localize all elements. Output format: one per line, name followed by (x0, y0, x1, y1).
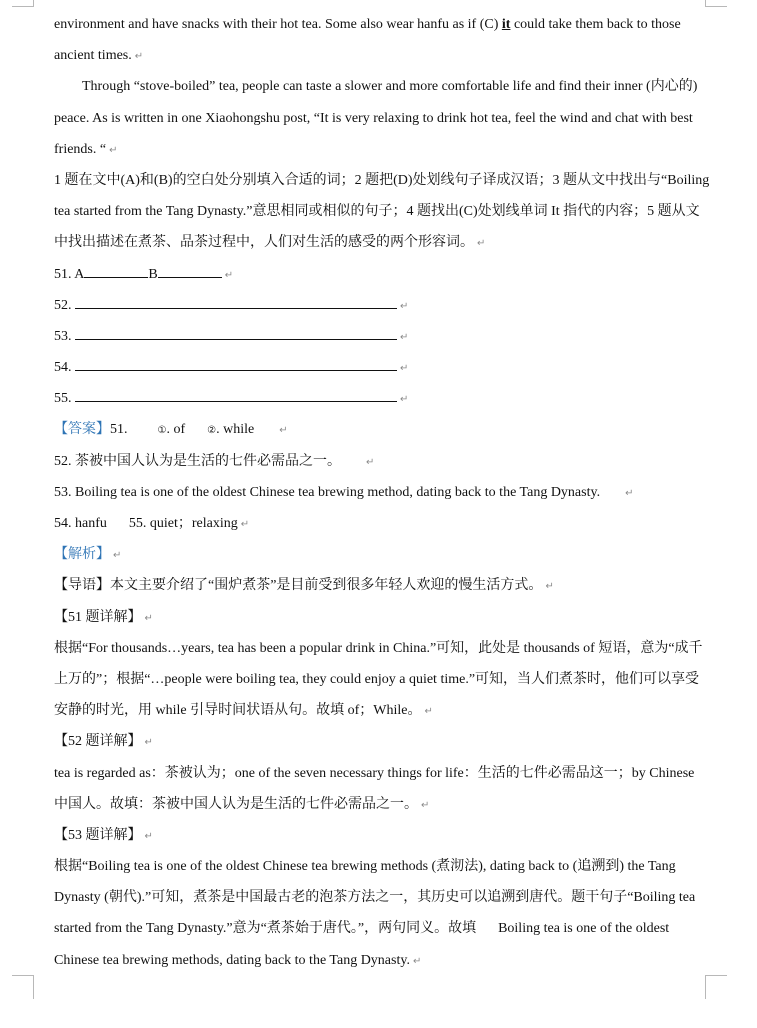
analysis-guide: 【导语】本文主要介绍了“围炉煮茶”是目前受到很多年轻人欢迎的慢生活方式。 ↵ (54, 578, 554, 594)
answer-blank-b[interactable] (158, 263, 222, 278)
paragraph-mark-icon: ↵ (545, 581, 554, 593)
answer-53: 53. Boiling tea is one of the oldest Chinese tea brewing method, dating back to the Tang Dynasty. ↵ (54, 484, 634, 500)
crop-mark (12, 6, 34, 7)
detail-line: 根据“For thousands…years, tea has been a popular drink in China.”可知，此处是 thousands of 短语，意为“成千 (54, 640, 703, 656)
answer-tag: 【答案】 (54, 422, 110, 438)
paragraph-mark-icon: ↵ (412, 955, 422, 967)
passage-line: environment and have snacks with their hot tea. Some also wear hanfu as if (C) it could take them back to those (54, 17, 681, 32)
paragraph-mark-icon: ↵ (134, 51, 144, 63)
detail-line: 中国人。故填：茶被中国人认为是生活的七件必需品之一。 ↵ (54, 796, 430, 812)
passage-line: peace. As is written in one Xiaohongshu post, “It is very relaxing to drink hot tea, feel the wind and chat with best (54, 110, 693, 126)
answer-line-53[interactable] (75, 325, 397, 340)
paragraph-mark-icon: ↵ (224, 269, 234, 281)
analysis-heading (54, 539, 704, 570)
question-55: 55. ↵ (54, 383, 704, 414)
paragraph-mark-icon: ↵ (400, 363, 409, 375)
instruction-line: 中找出描述在煮茶、品茶过程中，人们对生活的感受的两个形容词。 ↵ (54, 235, 486, 251)
detail-line: 根据“Boiling tea is one of the oldest Chinese tea brewing methods (煮沏法), dating back to (追溯到) the Tang (54, 859, 676, 875)
detail-line: 安静的时光，用 while 引导时间状语从句。故填 of；While。 ↵ (54, 703, 433, 719)
detail-heading-52: 【52 题详解】 ↵ (54, 734, 153, 750)
paragraph-mark-icon: ↵ (477, 238, 486, 250)
question-54: 54. ↵ (54, 352, 704, 383)
detail-line: tea is regarded as：茶被认为；one of the seven necessary things for life：生活的七件必需品这一；by Chinese (54, 765, 695, 781)
paragraph-mark-icon: ↵ (109, 144, 118, 156)
paragraph-mark-icon: ↵ (400, 331, 409, 343)
underlined-word-it: it (501, 17, 511, 32)
paragraph-mark-icon: ↵ (424, 706, 433, 718)
crop-mark (705, 975, 706, 999)
answer-54-55: 54. hanfu 55. quiet；relaxing ↵ (54, 516, 250, 531)
answer-blank-a[interactable] (84, 263, 148, 278)
instruction-line: tea started from the Tang Dynasty.”意思相同或相似的句子；4 题找出(C)处划线单词 It 指代的内容；5 题从文 (54, 204, 700, 220)
paragraph-mark-icon: ↵ (400, 394, 409, 406)
analysis-tag: 【解析】 (54, 547, 110, 563)
answer-52: 52. 茶被中国人认为是生活的七件必需品之一。 ↵ (54, 453, 375, 469)
detail-heading-53: 【53 题详解】 ↵ (54, 827, 153, 843)
detail-line: Chinese tea brewing methods, dating back to the Tang Dynasty. ↵ (54, 952, 422, 968)
paragraph-mark-icon: ↵ (400, 300, 409, 312)
paragraph-mark-icon: ↵ (421, 799, 430, 811)
answer-line-54[interactable] (75, 356, 397, 371)
question-52: 52. ↵ (54, 290, 704, 321)
paragraph-mark-icon: ↵ (240, 519, 250, 530)
answer-line-52[interactable] (75, 294, 397, 309)
question-51: 51. A B ↵ (54, 259, 704, 290)
paragraph-mark-icon: ↵ (366, 456, 375, 468)
instruction-line: 1 题在文中(A)和(B)的空白处分别填入合适的词；2 题把(D)处划线句子译成汉语；3 题从文中找出与“Boiling (54, 172, 710, 188)
detail-line: 上万的”；根据“…people were boiling tea, they could enjoy a quiet time.”可知，当人们煮茶时，他们可以享受 (54, 671, 700, 687)
crop-mark (12, 975, 34, 976)
passage-line: friends. “ ↵ (54, 141, 118, 157)
paragraph-mark-icon: ↵ (279, 425, 288, 437)
passage-line: ancient times. ↵ (54, 48, 144, 64)
detail-line: Dynasty (朝代).”可知，煮茶是中国最古老的泡茶方法之一，其历史可以追溯到唐代。题干句子“Boiling tea (54, 890, 696, 906)
paragraph-mark-icon: ↵ (144, 612, 153, 624)
answer-line-55[interactable] (75, 387, 397, 402)
paragraph-mark-icon: ↵ (144, 830, 153, 842)
detail-heading-51: 【51 题详解】 ↵ (54, 609, 153, 625)
detail-line: started from the Tang Dynasty.”意为“煮茶始于唐代。”，两句同义。故填 Boiling tea is one of the oldest (54, 921, 670, 937)
question-53: 53. ↵ (54, 321, 704, 352)
paragraph-mark-icon: ↵ (113, 550, 122, 562)
answer-51: 【答案】51. ①. of ②. while ↵ (54, 422, 288, 438)
crop-mark (705, 975, 727, 976)
passage-line: Through “stove-boiled” tea, people can taste a slower and more comfortable life and find their inner (内心的) (82, 79, 698, 95)
crop-mark (705, 6, 727, 7)
document-body (54, 9, 710, 976)
paragraph-mark-icon: ↵ (625, 487, 634, 499)
crop-mark (33, 975, 34, 999)
paragraph-mark-icon: ↵ (144, 737, 153, 749)
